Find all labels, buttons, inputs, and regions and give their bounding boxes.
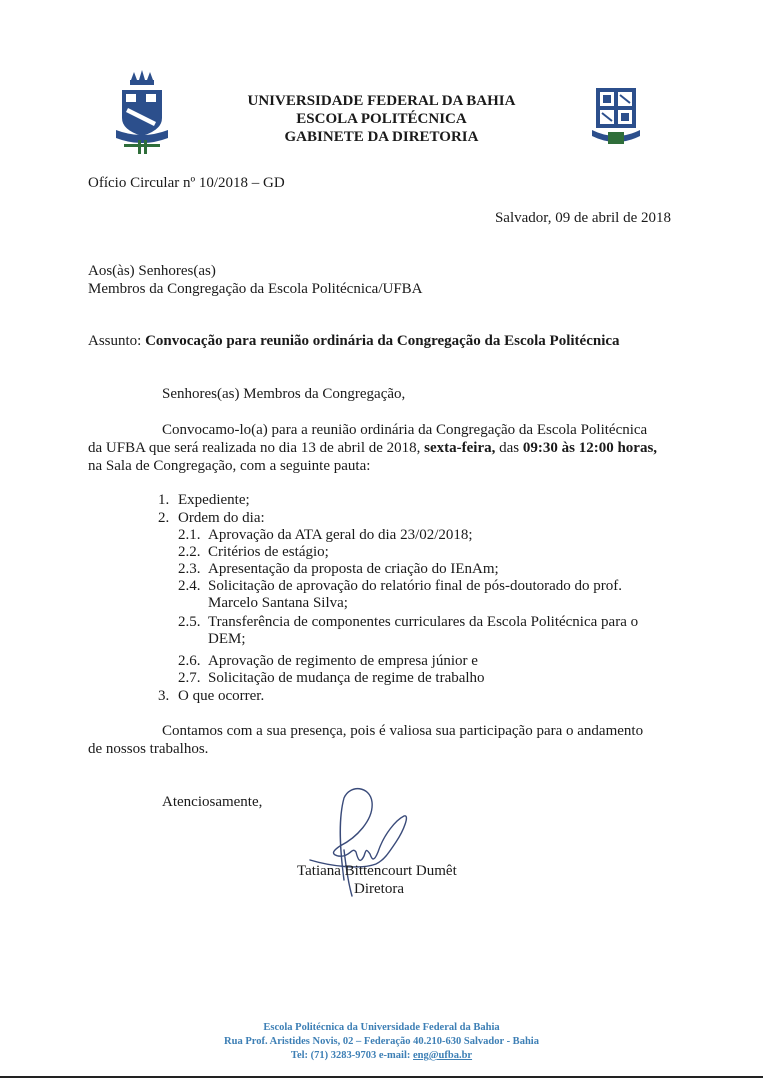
agenda-sub-text: Aprovação de regimento de empresa júnior e: [208, 653, 478, 669]
agenda-item-3: [158, 686, 264, 706]
agenda-num: 2.: [158, 510, 170, 526]
footer-address: Rua Prof. Aristides Novis, 02 – Federação 40.210-630 Salvador - Bahia: [224, 1036, 539, 1047]
subject-line: [88, 331, 620, 351]
agenda-text: Ordem do dia:: [178, 510, 265, 526]
agenda-sub-4-cont: Marcelo Santana Silva;: [208, 595, 348, 611]
agenda-sub-5-cont: DEM;: [208, 631, 246, 647]
agenda-sub-num: 2.5.: [178, 614, 201, 630]
paragraph-1-line1: Convocamo-lo(a) para a reunião ordinária da Congregação da Escola Politécnica: [162, 422, 648, 438]
agenda-sub-text: Transferência de componentes curriculares da Escola Politécnica para o: [208, 614, 639, 630]
agenda-sub-num: 2.6.: [178, 653, 201, 669]
closing: Atenciosamente,: [162, 794, 263, 810]
header-school: ESCOLA POLITÉCNICA: [296, 111, 467, 127]
agenda-sub-num: 2.7.: [178, 670, 201, 686]
agenda-sub-num: 2.4.: [178, 578, 201, 594]
paragraph-1-line2: [88, 438, 657, 458]
agenda-sub-text: Apresentação da proposta de criação do IEnAm;: [208, 561, 499, 577]
signer-name: Tatiana Bittencourt Dumêt: [297, 863, 457, 879]
page-bottom-border: [0, 1076, 763, 1078]
agenda-num: 3.: [158, 688, 170, 704]
agenda-sub-text: Critérios de estágio;: [208, 544, 329, 560]
paragraph-2-line2: de nossos trabalhos.: [88, 741, 209, 757]
agenda-sub-num: 2.1.: [178, 527, 201, 543]
agenda-sub-7: [178, 668, 485, 688]
greeting: Senhores(as) Membros da Congregação,: [162, 386, 406, 402]
p1-text-b: das: [495, 440, 523, 456]
agenda-sub-text: Solicitação de aprovação do relatório final de pós-doutorado do prof.: [208, 578, 623, 594]
agenda-sub-text: Aprovação da ATA geral do dia 23/02/2018;: [208, 527, 473, 543]
header-university: UNIVERSIDADE FEDERAL DA BAHIA: [247, 93, 516, 109]
recipient-line1: Aos(às) Senhores(as): [88, 263, 216, 279]
paragraph-1-line3: na Sala de Congregação, com a seguinte pauta:: [88, 458, 371, 474]
footer-contact: [0, 1049, 763, 1063]
paragraph-2-line1: Contamos com a sua presença, pois é valiosa sua participação para o andamento: [162, 723, 644, 739]
subject-text: Convocação para reunião ordinária da Congregação da Escola Politécnica: [145, 333, 620, 349]
p1-time: 09:30 às 12:00 horas,: [522, 440, 658, 456]
agenda-sub-num: 2.2.: [178, 544, 201, 560]
agenda-text: Expediente;: [178, 492, 250, 508]
p1-text-a: da UFBA que será realizada no dia 13 de abril de 2018,: [88, 440, 425, 456]
agenda-sub-5: [178, 612, 638, 632]
subject-label: Assunto:: [88, 333, 142, 349]
recipient-line2: Membros da Congregação da Escola Politécnica/UFBA: [88, 281, 423, 297]
signer-role: Diretora: [354, 881, 404, 897]
header-office: GABINETE DA DIRETORIA: [284, 129, 479, 145]
footer-institution: Escola Politécnica da Universidade Federal da Bahia: [263, 1022, 500, 1033]
agenda-text: O que ocorrer.: [178, 688, 265, 704]
footer-email-link[interactable]: eng@ufba.br: [413, 1050, 473, 1061]
oficio-number: Ofício Circular nº 10/2018 – GD: [88, 175, 285, 191]
footer-phone: Tel: (71) 3283-9703 e-mail:: [290, 1050, 413, 1061]
letter-date: Salvador, 09 de abril de 2018: [494, 210, 671, 226]
agenda-num: 1.: [158, 492, 170, 508]
agenda-item-1: [158, 490, 250, 510]
agenda-sub-num: 2.3.: [178, 561, 201, 577]
agenda-sub-text: Solicitação de mudança de regime de trabalho: [208, 670, 485, 686]
p1-weekday: sexta-feira,: [424, 440, 496, 456]
